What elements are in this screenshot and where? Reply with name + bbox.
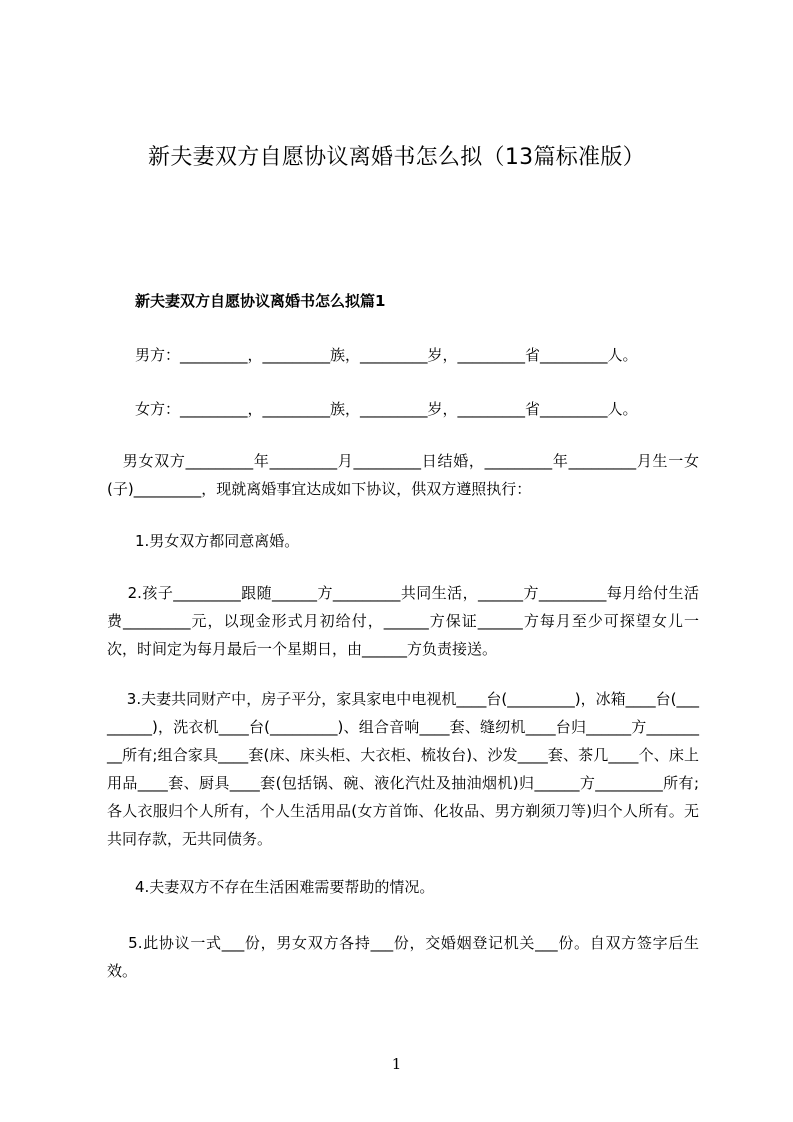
page-number: 1 [391,1055,402,1073]
clause-1: 1.男女双方都同意离婚。 [135,532,300,550]
husband-info-line: 男方：_________，_________族，_________岁，_________省_________人。 [135,346,638,364]
clause-5: 5.此协议一式___份，男女双方各持___份，交婚姻登记机关___份。自双方签字后生效。 [107,934,699,980]
clause-3: 3.夫妻共同财产中，房子平分，家具家电中电视机____台(_________)，冰箱____台(_________)，洗衣机____台(_________)、组合音响____套、缝纫机____台归______方_________所有;组合家具____套(床、床头柜、大衣柜、梳妆台)、沙发____套、茶几____个、床上用品____套、厨具____套(包括锅、碗、液化汽灶及抽油烟机)归______方_________所有;各人衣服归个人所有，个人生活用品(女方首饰、化妆品、男方剃须刀等)归个人所有。无共同存款，无共同债务。 [107,690,699,848]
wife-info-line: 女方：_________，_________族，_________岁，_________省_________人。 [135,400,638,418]
document-title: 新夫妻双方自愿协议离婚书怎么拟（13篇标准版） [148,145,645,170]
section-heading: 新夫妻双方自愿协议离婚书怎么拟篇1 [135,292,386,310]
clause-2: 2.孩子_________跟随______方_________共同生活，______方_________每月给付生活费_________元，以现金形式月初给付，______方保证______方每月至少可探望女儿一次，时间定为每月最后一个星期日，由______方负责接送。 [107,584,699,658]
marriage-paragraph: 男女双方_________年_________月_________日结婚，_________年_________月生一女(子)_________，现就离婚事宜达成如下协议，供双方遵照执行： [107,452,699,498]
clause-4: 4.夫妻双方不存在生活困难需要帮助的情况。 [135,878,435,896]
